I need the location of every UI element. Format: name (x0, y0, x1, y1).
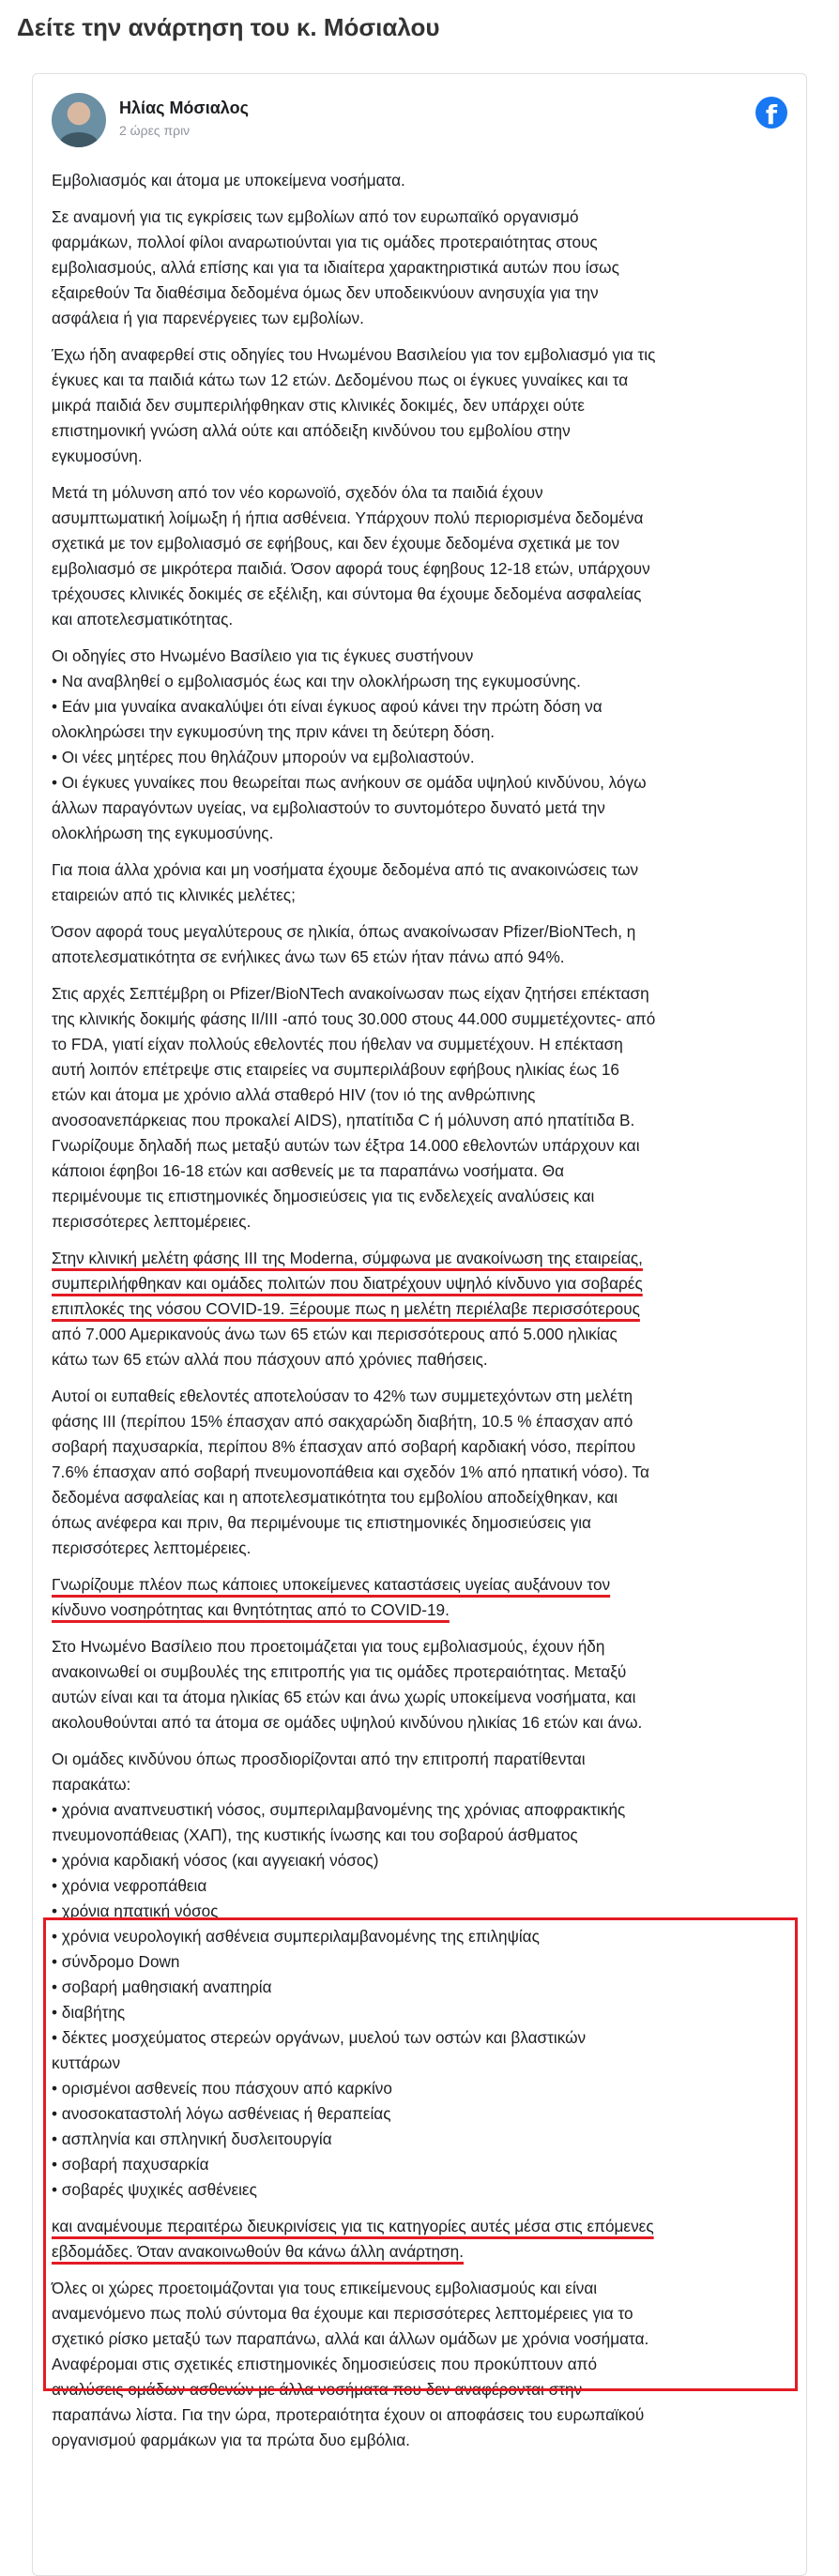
paragraph-line: σοβαρή παχυσαρκία, περίπου 8% έπασχαν από σοβαρή καρδιακή νόσο, περίπου (52, 1437, 636, 1456)
post-paragraph (52, 644, 789, 846)
paragraph-line: συμπεριλήφθηκαν και ομάδες πολιτών που διατρέχουν υψηλό κίνδυνο για σοβαρές (52, 1274, 643, 1293)
post-paragraph (52, 480, 789, 632)
paragraph-line: Αυτοί οι ευπαθείς εθελοντές αποτελούσαν το 42% των συμμετεχόντων στη μελέτη (52, 1386, 633, 1405)
paragraph-line: περισσότερες λεπτομέρειες. (52, 1212, 252, 1231)
paragraph-line: αυτή λοιπόν επέτρεψε στις εταιρείες να συμπεριλάβουν εφήβους ηλικίας έως 16 (52, 1060, 619, 1079)
paragraph-line: φαρμάκων, πολλοί φίλοι αναρωτιούνται για τις ομάδες προτεραιότητας στους (52, 233, 598, 251)
post-paragraph (52, 1246, 789, 1372)
post-paragraph (52, 1634, 789, 1735)
paragraph-line: • χρόνια νεφροπάθεια (52, 1876, 207, 1895)
paragraph-line: Σε αναμονή για τις εγκρίσεις των εμβολίων από τον ευρωπαϊκό οργανισμό (52, 207, 579, 226)
post-paragraph (52, 1572, 789, 1623)
paragraph-line: • χρόνια νευρολογική ασθένεια συμπεριλαμβανομένης της επιληψίας (52, 1927, 540, 1946)
paragraph-line: • σοβαρή μαθησιακή αναπηρία (52, 1977, 272, 1996)
paragraph-line: Στην κλινική μελέτη φάσης III της Moderna, σύμφωνα με ανακοίνωση της εταιρείας, (52, 1249, 643, 1267)
paragraph-line: Στις αρχές Σεπτέμβρη οι Pfizer/BioNTech ανακοίνωσαν πως είχαν ζητήσει επέκταση (52, 984, 649, 1003)
paragraph-line: Γνωρίζουμε δηλαδή πως μεταξύ αυτών των έξτρα 14.000 εθελοντών υπάρχουν και (52, 1136, 640, 1155)
paragraph-line: άλλων παραγόντων υγείας, να εμβολιαστούν το συντομότερο δυνατό μετά την (52, 798, 605, 817)
paragraph-line: αναλύσεις ομάδων ασθενών με άλλα νοσήματα που δεν αναφέρονται στην (52, 2380, 583, 2399)
paragraph-line: κυττάρων (52, 2053, 121, 2072)
paragraph-line: σχετικά με τον εμβολιασμό σε εφήβους, και δεν έχουμε δεδομένα σχετικά με τον (52, 534, 620, 553)
paragraph-line: • Οι νέες μητέρες που θηλάζουν μπορούν να εμβολιαστούν. (52, 748, 475, 766)
post-paragraph (52, 205, 789, 331)
paragraph-line: φάσης III (περίπου 15% έπασχαν από σακχαρώδη διαβήτη, 10.5 % έπασχαν από (52, 1412, 633, 1431)
post-paragraph (52, 1384, 789, 1561)
paragraph-line: • Να αναβληθεί ο εμβολιασμός έως και την ολοκλήρωση της εγκυμοσύνης. (52, 672, 581, 690)
paragraph-line: δεδομένα ασφαλείας και η αποτελεσματικότητα του εμβολίου αποδείχθηκαν, και (52, 1488, 618, 1507)
paragraph-line: εμβολιασμό σε μικρότερα παιδιά. Όσον αφορά τους έφηβους 12-18 ετών, υπάρχουν (52, 559, 650, 578)
paragraph-line: επιπλοκές της νόσου COVID-19. Ξέρουμε πως η μελέτη περιέλαβε περισσότερους (52, 1299, 640, 1318)
paragraph-line: τρέχουσες κλινικές δοκιμές σε εξέλιξη, και σύντομα θα έχουμε δεδομένα ασφαλείας (52, 584, 642, 603)
paragraph-line: Για ποια άλλα χρόνια και μη νοσήματα έχουμε δεδομένα από τις ανακοινώσεις των (52, 860, 639, 879)
paragraph-line: από 7.000 Αμερικανούς άνω των 65 ετών και περισσότερους από 5.000 ηλικίας (52, 1325, 618, 1343)
paragraph-line: Οι οδηγίες στο Ηνωμένο Βασίλειο για τις έγκυες συστήνουν (52, 646, 474, 665)
paragraph-line: εμβολιασμούς, αλλά επίσης και για τα ιδιαίτερα χαρακτηριστικά αυτών που ίσως (52, 258, 619, 277)
paragraph-line: αυτών είναι και τα άτομα ηλικίας 65 ετών και άνω χωρίς υποκείμενα νοσήματα, και (52, 1688, 636, 1706)
paragraph-line: και αποτελεσματικότητας. (52, 610, 234, 629)
paragraph-line: • σοβαρές ψυχικές ασθένειες (52, 2180, 257, 2199)
paragraph-line: • δέκτες μοσχεύματος στερεών οργάνων, μυελού των οστών και βλαστικών (52, 2028, 587, 2047)
paragraph-line: Έχω ήδη αναφερθεί στις οδηγίες του Ηνωμένου Βασιλείου για τον εμβολιασμό για τις (52, 345, 656, 364)
paragraph-line: σχετικό ρίσκο μεταξύ των παραπάνω, αλλά και άλλων ομάδων με χρόνια νοσήματα. (52, 2329, 649, 2348)
paragraph-line: Οι ομάδες κινδύνου όπως προσδιορίζονται από την επιτροπή παρατίθενται (52, 1750, 586, 1768)
post-paragraph (52, 342, 789, 469)
paragraph-line: έγκυες και τα παιδιά κάτω των 12 ετών. Δεδομένου πως οι έγκυες γυναίκες και τα (52, 371, 629, 389)
paragraph-line: κάτω των 65 ετών αλλά που πάσχουν από χρόνιες παθήσεις. (52, 1350, 488, 1369)
paragraph-line: ασυμπτωματική λοίμωξη ή ήπια ασθένεια. Υπάρχουν πολύ περιορισμένα δεδομένα (52, 508, 644, 527)
paragraph-line: • ασπληνία και σπληνική δυσλειτουργία (52, 2129, 332, 2148)
highlight-box-risk-groups (43, 1917, 798, 2391)
paragraph-line: εξαιρεθούν Τα διαθέσιμα δεδομένα όμως δεν υποδεικνύουν ανησυχία για την (52, 283, 599, 302)
paragraph-line: • χρόνια καρδιακή νόσος (και αγγειακή νόσος) (52, 1851, 379, 1870)
paragraph-line: • σοβαρή παχυσαρκία (52, 2155, 209, 2174)
paragraph-line: Εμβολιασμός και άτομα με υποκείμενα νοσήματα. (52, 171, 405, 189)
paragraph-line: Γνωρίζουμε πλέον πως κάποιες υποκείμενες καταστάσεις υγείας αυξάνουν τον (52, 1575, 611, 1594)
paragraph-line: και αναμένουμε περαιτέρω διευκρινίσεις για τις κατηγορίες αυτές μέσα στις επόμενες (52, 2217, 654, 2235)
paragraph-line: Όσον αφορά τους μεγαλύτερους σε ηλικία, όπως ανακοίνωσαν Pfizer/BioNTech, η (52, 922, 636, 941)
post-paragraph (52, 857, 789, 908)
paragraph-line: Αναφέρομαι στις σχετικές επιστημονικές δημοσιεύσεις που προκύπτουν από (52, 2355, 598, 2373)
paragraph-line: μικρά παιδιά δεν συμπεριλήφθηκαν στις κλινικές δοκιμές, δεν υπάρχει ούτε (52, 396, 585, 415)
page-title: Δείτε την ανάρτηση του κ. Μόσιαλου (17, 13, 440, 41)
paragraph-line: αναμενόμενο πως πολύ σύντομα θα έχουμε και περισσότερες λεπτομέρειες για το (52, 2304, 633, 2323)
paragraph-line: ολοκληρώσει την εγκυμοσύνη της πριν κάνει τη δεύτερη δόση. (52, 722, 496, 741)
paragraph-line: περισσότερες λεπτομέρειες. (52, 1538, 252, 1557)
paragraph-line: περιμένουμε τις επιστημονικές δημοσιεύσεις για τις ενδελεχείς αναλύσεις και (52, 1187, 595, 1205)
paragraph-line: ολοκλήρωση της εγκυμοσύνης. (52, 824, 274, 842)
facebook-post-embed (32, 73, 807, 2576)
paragraph-line: 7.6% έπασχαν από σοβαρή πνευμονοπάθεια και σχεδόν 1% από ηπατική νόσο). Τα (52, 1462, 649, 1481)
post-header (52, 93, 787, 149)
paragraph-line: κάποιοι έφηβοι 16-18 ετών και ασθενείς με τα παραπάνω νοσήματα. Θα (52, 1161, 565, 1180)
paragraph-line: ανοσοανεπάρκειας που προκαλεί AIDS), ηπατίτιδα C ή μόλυνση από ηπατίτιδα B. (52, 1111, 635, 1129)
paragraph-line: κίνδυνο νοσηρότητας και θνητότητας από το COVID-19. (52, 1600, 450, 1619)
post-paragraph (52, 981, 789, 1235)
paragraph-line: • διαβήτης (52, 2003, 126, 2022)
paragraph-line: παραπάνω λίστα. Για την ώρα, προτεραιότητα έχουν οι αποφάσεις του ευρωπαϊκού (52, 2405, 645, 2424)
paragraph-line: παρακάτω: (52, 1775, 131, 1794)
paragraph-line: εβδομάδες. Όταν ανακοινωθούν θα κάνω άλλη ανάρτηση. (52, 2242, 464, 2261)
paragraph-line: • χρόνια ηπατική νόσος (52, 1902, 219, 1920)
paragraph-line: Όλες οι χώρες προετοιμάζονται για τους επικείμενους εμβολιασμούς και είναι (52, 2279, 598, 2297)
post-timestamp[interactable]: 2 ώρες πριν (119, 123, 191, 138)
post-paragraph (52, 168, 789, 193)
paragraph-line: ασφάλεια ή για παρενέργειες των εμβολίων. (52, 309, 364, 327)
paragraph-line: • ορισμένοι ασθενείς που πάσχουν από καρκίνο (52, 2079, 392, 2098)
paragraph-line: όπως ανέφερα και πριν, θα περιμένουμε τις επιστημονικές δημοσιεύσεις για (52, 1513, 591, 1532)
paragraph-line: • Οι έγκυες γυναίκες που θεωρείται πως ανήκουν σε ομάδα υψηλού κινδύνου, λόγω (52, 773, 647, 792)
paragraph-line: ετών και άτομα με χρόνιο αλλά σταθερό HIV (τον ιό της ανθρώπινης (52, 1085, 536, 1104)
paragraph-line: το FDA, γιατί είχαν πολλούς εθελοντές που ήθελαν να συμμετέχουν. Η επέκταση (52, 1035, 623, 1053)
paragraph-line: • Εάν μια γυναίκα ανακαλύψει ότι είναι έγκυος αφού κάνει την πρώτη δόση να (52, 697, 603, 716)
facebook-icon[interactable]: f (755, 97, 787, 129)
paragraph-line: επιστημονική γνώση αλλά ούτε και απόδειξη κινδύνου του εμβολίου στην (52, 421, 571, 440)
paragraph-line: ανακοινωθεί οι συμβουλές της επιτροπής για τις ομάδες προτεραιότητας. Μεταξύ (52, 1662, 627, 1681)
paragraph-line: οργανισμού φαρμάκων για τα πρώτα δυο εμβόλια. (52, 2431, 410, 2449)
paragraph-line: εγκυμοσύνη. (52, 447, 143, 465)
paragraph-line: εταιρειών από τις κλινικές μελέτες; (52, 886, 296, 904)
paragraph-line: Στο Ηνωμένο Βασίλειο που προετοιμάζεται για τους εμβολιασμούς, έχουν ήδη (52, 1637, 605, 1656)
paragraph-line: της κλινικής δοκιμής φάσης II/III -από τους 30.000 στους 44.000 συμμετέχοντες- από (52, 1009, 656, 1028)
paragraph-line: Μετά τη μόλυνση από τον νέο κορωνοϊό, σχεδόν όλα τα παιδιά έχουν (52, 483, 543, 502)
paragraph-line: ακολουθούνται από τα άτομα σε ομάδες υψηλού κινδύνου ηλικίας 16 ετών και άνω. (52, 1713, 643, 1732)
paragraph-line: αποτελεσματικότητα σε ενήλικες άνω των 65 ετών ήταν πάνω από 94%. (52, 947, 565, 966)
paragraph-line: • ανοσοκαταστολή λόγω ασθένειας ή θεραπείας (52, 2104, 391, 2123)
post-paragraph (52, 919, 789, 970)
paragraph-line: πνευμονοπάθειας (ΧΑΠ), της κυστικής ίνωσης και του σοβαρού άσθματος (52, 1826, 578, 1844)
author-name[interactable]: Ηλίας Μόσιαλος (119, 98, 249, 117)
paragraph-line: • σύνδρομο Down (52, 1952, 180, 1971)
paragraph-line: • χρόνια αναπνευστική νόσος, συμπεριλαμβανομένης της χρόνιας αποφρακτικής (52, 1800, 626, 1819)
avatar[interactable] (52, 93, 106, 147)
